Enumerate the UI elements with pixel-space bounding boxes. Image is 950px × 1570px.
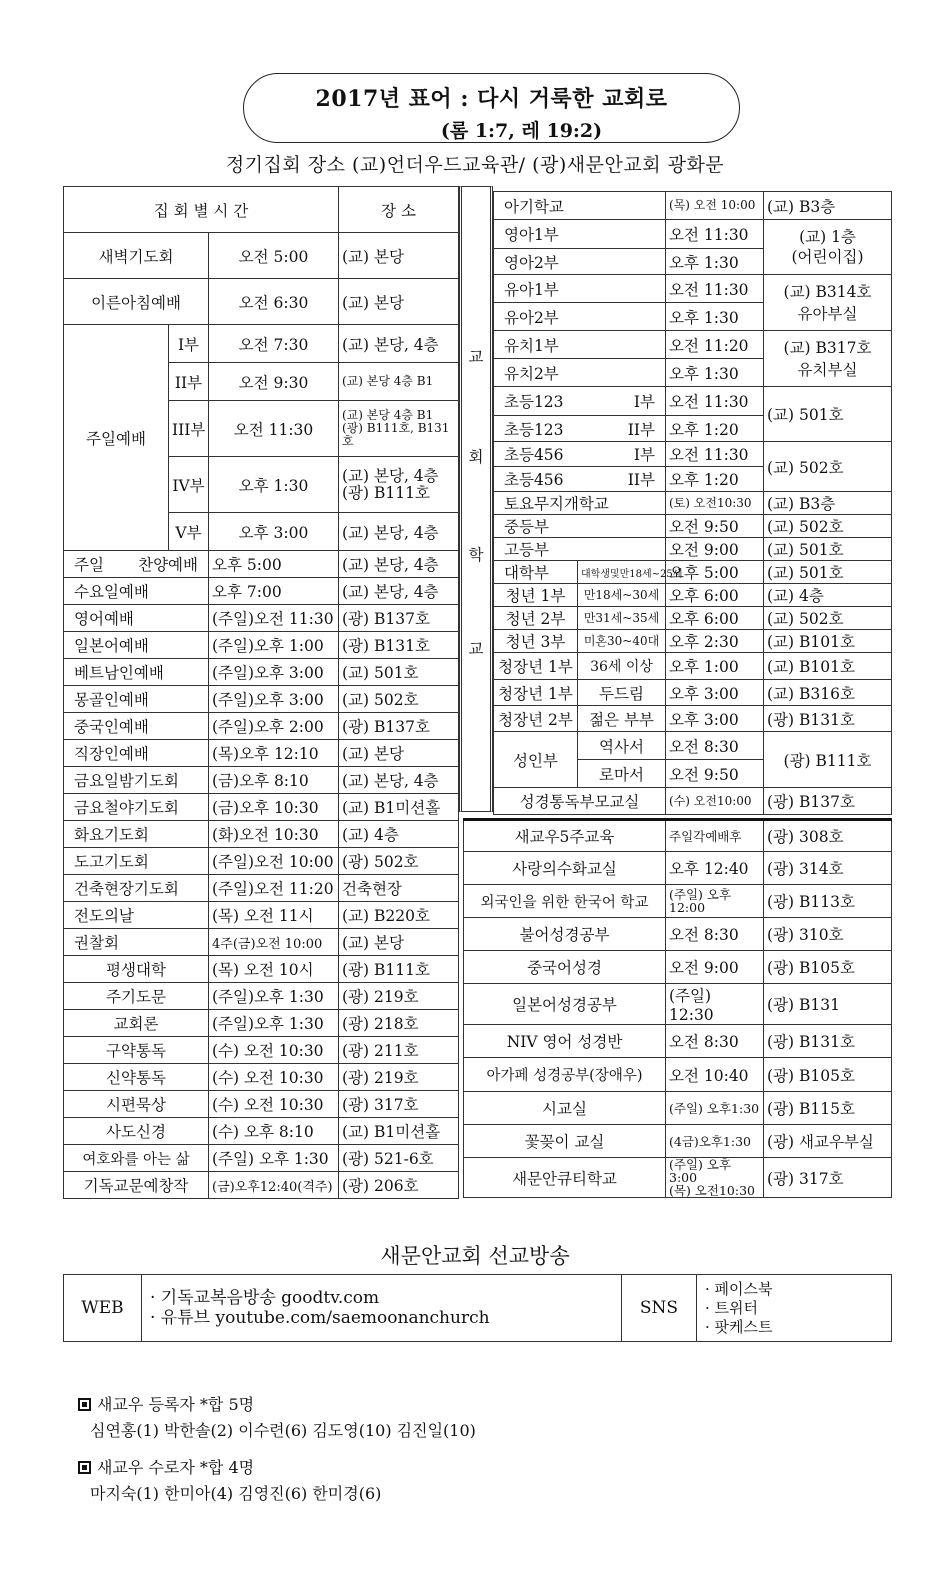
table-row: 시편묵상 (수) 오전 10:30 (광) 317호: [64, 1091, 459, 1118]
table-row: IV부 오후 1:30 (교) 본당, 4층 (광) B111호: [64, 457, 459, 513]
table-row: 초등456 II부 오후 1:20: [494, 467, 892, 492]
table-row: 여호와를 아는 삶 (주일) 오후 1:30 (광) 521-6호: [64, 1145, 459, 1172]
table-row: 꽃꽂이 교실 (4금)오후1:30 (광) 새교우부실: [464, 1125, 892, 1158]
table-row: 고등부 오전 9:00 (교) 501호: [494, 538, 892, 561]
table-row: 베트남인예배 (주일)오후 3:00 (교) 501호: [64, 659, 459, 686]
table-row: 불어성경공부 오전 8:30 (광) 310호: [464, 918, 892, 951]
table-row: 금요일밤기도회 (금)오후 8:10 (교) 본당, 4층: [64, 767, 459, 794]
table-row: 중국어성경 오전 9:00 (광) B105호: [464, 951, 892, 984]
table-row: 사도신경 (수) 오후 8:10 (교) B1미션홀: [64, 1118, 459, 1145]
worship-schedule-table: [63, 186, 459, 1199]
table-row: 교회론 (주일)오후 1:30 (광) 218호: [64, 1010, 459, 1037]
web-label: WEB: [64, 1275, 142, 1342]
page-subtitle: 정기집회 장소 (교)언더우드교육관/ (광)새문안교회 광화문: [225, 154, 725, 176]
header-time: 집 회 별 시 간: [64, 187, 339, 233]
sns-label: SNS: [622, 1275, 697, 1342]
table-row: 새교우5주교육 주일각예배후 (광) 308호: [464, 820, 892, 852]
sunday-service-label: 주일예배: [64, 325, 169, 551]
table-row: 대학부 대학생및만18세~25세 오후 5:00 (교) 501호: [494, 561, 892, 584]
table-row: 새문안큐티학교 (주일) 오후 3:00 (목) 오전10:30 (광) 317호: [464, 1158, 892, 1198]
table-row: 일본어예배 (주일)오후 1:00 (광) B131호: [64, 632, 459, 659]
table-row: 아가페 성경공부(장애우) 오전 10:40 (광) B105호: [464, 1058, 892, 1092]
table-row: 권찰회 4주(금)오전 10:00 (교) 본당: [64, 929, 459, 956]
table-row: 초등123 II부 오후 1:20: [494, 416, 892, 442]
square-bullet-icon: [78, 1398, 91, 1411]
table-row: 청장년 1부 36세 이상 오후 1:00 (교) B101호: [494, 653, 892, 680]
table-row: 일본어성경공부 (주일) 12:30 (광) B131: [464, 984, 892, 1025]
table-row: 청년 2부 만31세~35세 오후 6:00 (교) 502호: [494, 607, 892, 630]
table-row: 아기학교 (목) 오전 10:00 (교) B3층: [494, 192, 892, 220]
header-place: 장 소: [339, 187, 459, 233]
table-row: 주일 찬양예배 오후 5:00 (교) 본당, 4층: [64, 551, 459, 578]
table-row: 이른아침예배 오전 6:30 (교) 본당: [64, 279, 459, 325]
table-row: 초등123 I부 오전 11:30 (교) 501호: [494, 387, 892, 416]
broadcast-table: [63, 1274, 892, 1342]
table-row: 유아2부 오후 1:30: [494, 303, 892, 331]
table-row: 몽골인예배 (주일)오후 3:00 (교) 502호: [64, 686, 459, 713]
table-row: 도고기도회 (주일)오전 10:00 (광) 502호: [64, 848, 459, 875]
table-row: 평생대학 (목) 오전 10시 (광) B111호: [64, 956, 459, 983]
table-row: 토요무지개학교 (토) 오전10:30 (교) B3층: [494, 492, 892, 515]
table-row: 사랑의수화교실 오후 12:40 (광) 314호: [464, 852, 892, 885]
motto-box: [243, 73, 740, 143]
table-row: 구약통독 (수) 오전 10:30 (광) 211호: [64, 1037, 459, 1064]
table-row: 영아1부 오전 11:30 (교) 1층 (어린이집): [494, 220, 892, 249]
table-row: 시교실 (주일) 오후1:30 (광) B115호: [464, 1092, 892, 1125]
sns-facebook[interactable]: · 페이스북: [705, 1279, 773, 1298]
table-row: 주기도문 (주일)오후 1:30 (광) 219호: [64, 983, 459, 1010]
table-row: 전도의날 (목) 오전 11시 (교) B220호: [64, 902, 459, 929]
table-row: 건축현장기도회 (주일)오전 11:20 건축현장: [64, 875, 459, 902]
table-row: 새벽기도회 오전 5:00 (교) 본당: [64, 233, 459, 279]
table-row: 영아2부 오후 1:30: [494, 249, 892, 275]
table-row: 중국인예배 (주일)오후 2:00 (광) B137호: [64, 713, 459, 740]
church-school-label: 교 회 학 교: [459, 186, 493, 812]
web-link-youtube[interactable]: · 유튜브 youtube.com/saemoonanchurch: [150, 1308, 490, 1328]
table-row: 영어예배 (주일)오전 11:30 (광) B137호: [64, 605, 459, 632]
register-notice: [78, 1392, 254, 1415]
graduate-names: 마지숙(1) 한미아(4) 김영진(6) 한미경(6): [90, 1484, 382, 1503]
table-row: NIV 영어 성경반 오전 8:30 (광) B131호: [464, 1025, 892, 1058]
table-row: 청년 3부 미혼30~40대 오후 2:30 (교) B101호: [494, 630, 892, 653]
broadcast-title: 새문안교회 선교방송: [380, 1244, 570, 1268]
table-row: III부 오전 11:30 (교) 본당 4층 B1 (광) B111호, B131호: [64, 401, 459, 457]
sns-twitter[interactable]: · 트위터: [705, 1298, 759, 1317]
motto-title: 2017년 표어 : 다시 거룩한 교회로: [315, 86, 668, 112]
table-row: 수요일예배 오후 7:00 (교) 본당, 4층: [64, 578, 459, 605]
table-row: 로마서 오전 9:50: [494, 760, 892, 788]
table-row: 화요기도회 (화)오전 10:30 (교) 4층: [64, 821, 459, 848]
church-school-table: [493, 191, 892, 815]
table-row: 청장년 2부 젊은 부부 오후 3:00 (광) B131호: [494, 706, 892, 732]
table-row: 직장인예배 (목)오후 12:10 (교) 본당: [64, 740, 459, 767]
table-row: 중등부 오전 9:50 (교) 502호: [494, 515, 892, 538]
register-title: 새교우 등록자 *합 5명: [97, 1395, 255, 1414]
graduate-notice: [78, 1455, 254, 1478]
table-row: 기독교문예창작 (금)오후12:40(격주) (광) 206호: [64, 1172, 459, 1199]
table-row: 유치2부 오후 1:30: [494, 359, 892, 387]
square-bullet-icon: [78, 1461, 91, 1474]
motto-verse: (롬 1:7, 레 19:2): [440, 120, 603, 142]
graduate-title: 새교우 수로자 *합 4명: [97, 1458, 255, 1477]
table-row: 성인부 역사서 오전 8:30 (광) B111호: [494, 732, 892, 760]
special-programs-table: [463, 818, 892, 1198]
table-row: 유아1부 오전 11:30 (교) B314호 유아부실: [494, 275, 892, 303]
table-row: 주일예배 I부 오전 7:30 (교) 본당, 4층: [64, 325, 459, 363]
table-row: 성경통독부모교실 (수) 오전10:00 (광) B137호: [494, 788, 892, 815]
sns-podcast[interactable]: · 팟케스트: [705, 1317, 773, 1336]
table-row: 청장년 1부 두드림 오후 3:00 (교) B316호: [494, 680, 892, 706]
table-row: 초등456 I부 오전 11:30 (교) 502호: [494, 442, 892, 467]
table-row: 청년 1부 만18세~30세 오후 6:00 (교) 4층: [494, 584, 892, 607]
table-row: 유치1부 오전 11:20 (교) B317호 유치부실: [494, 331, 892, 359]
table-row: 신약통독 (수) 오전 10:30 (광) 219호: [64, 1064, 459, 1091]
table-row: V부 오후 3:00 (교) 본당, 4층: [64, 513, 459, 551]
table-row: 금요철야기도회 (금)오후 10:30 (교) B1미션홀: [64, 794, 459, 821]
table-row: 외국인을 위한 한국어 학교 (주일) 오후 12:00 (광) B113호: [464, 885, 892, 918]
table-row: II부 오전 9:30 (교) 본당 4층 B1: [64, 363, 459, 401]
web-link-goodtv[interactable]: · 기독교복음방송 goodtv.com: [150, 1288, 380, 1308]
register-names: 심연홍(1) 박한솔(2) 이수련(6) 김도영(10) 김진일(10): [90, 1421, 476, 1440]
